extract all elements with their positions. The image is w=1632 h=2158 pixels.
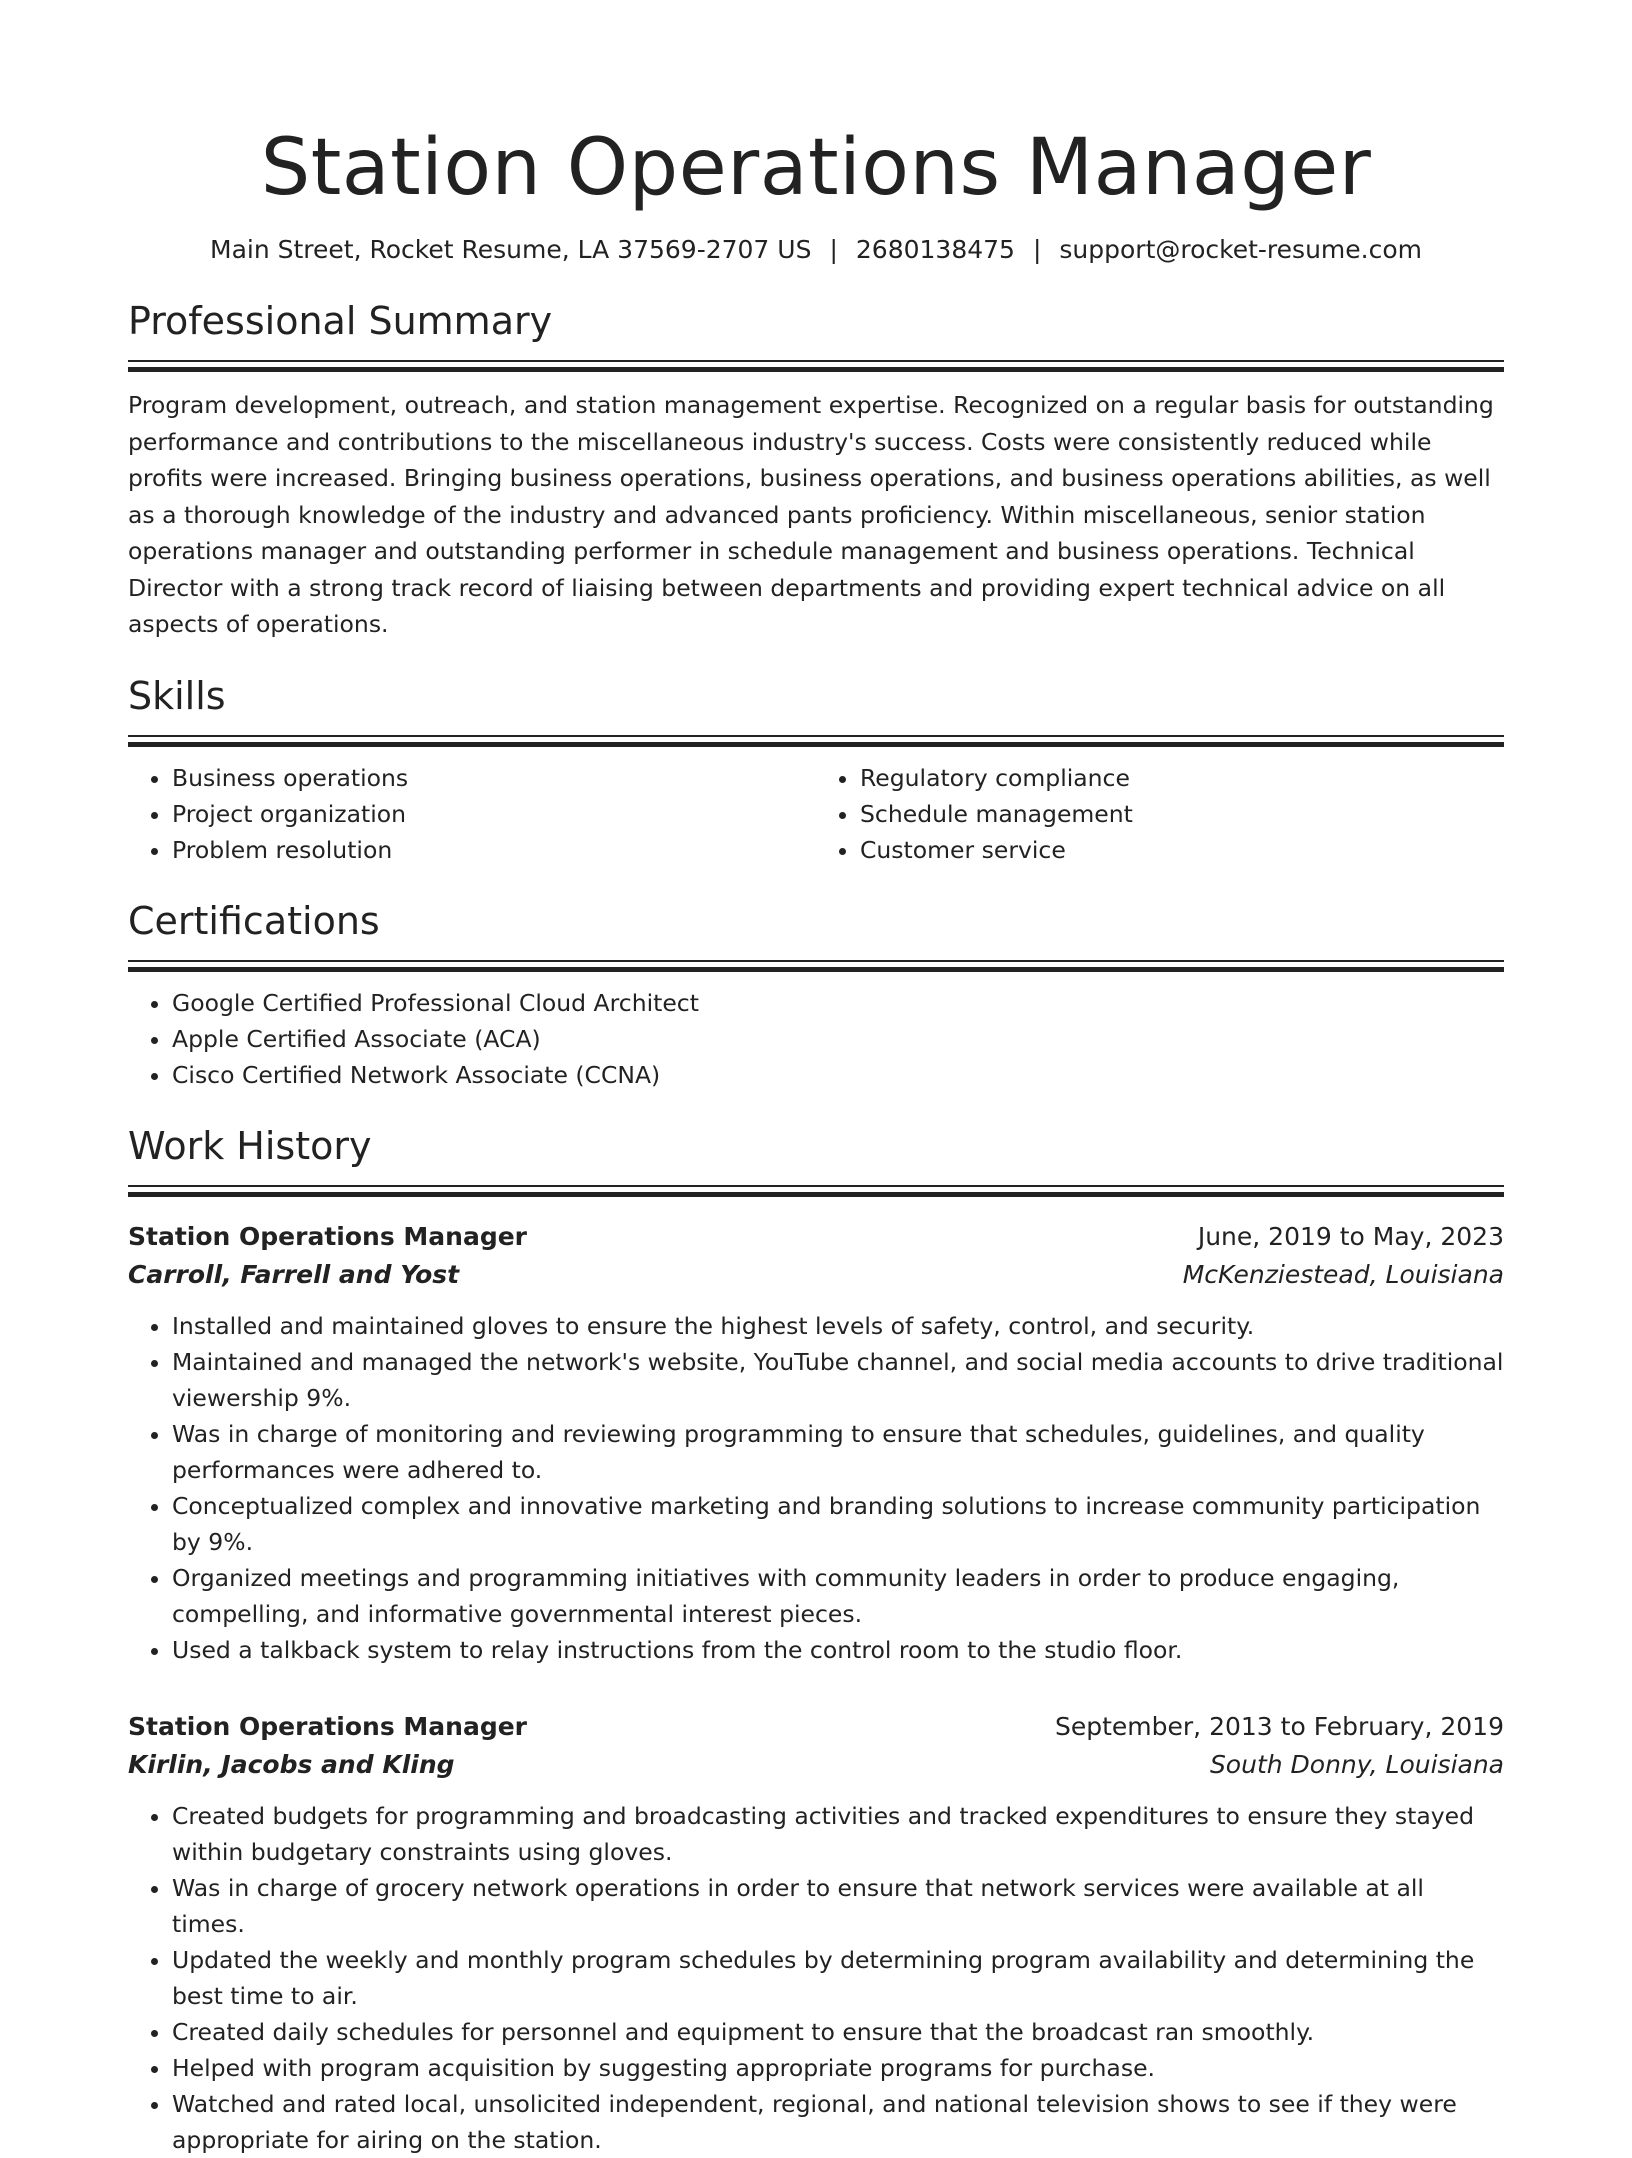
skill-item: • Regulatory compliance: [860, 760, 1504, 796]
contact-email[interactable]: support@rocket-resume.com: [1059, 235, 1422, 264]
job-duty: • Was in charge of grocery network operations in order to ensure that network services were available at all times.: [172, 1870, 1504, 1942]
job-duty: • Created daily schedules for personnel and equipment to ensure that the broadcast ran smoothly.: [172, 2014, 1504, 2050]
section-title: Work History: [128, 1123, 372, 1168]
job-sub-row: [128, 1256, 1504, 1294]
job-sub-row: [128, 1746, 1504, 1784]
job-duty: • Maintained and managed the network's website, YouTube channel, and social media accounts to drive traditional viewership 9%.: [172, 1344, 1504, 1416]
job-dates: June, 2019 to May, 2023: [1197, 1221, 1504, 1251]
job-duties-list: [128, 1308, 1504, 1668]
job-duty: • Created budgets for programming and broadcasting activities and tracked expenditures to ensure they stayed within budgetary constraints using gloves.: [172, 1798, 1504, 1870]
skill-item: • Problem resolution: [172, 832, 816, 868]
job-duty: • Helped with program acquisition by suggesting appropriate programs for purchase.: [172, 2050, 1504, 2086]
job-location: McKenziestead, Louisiana: [1182, 1259, 1504, 1289]
section-professional-summary: [128, 296, 1504, 643]
section-divider: [128, 360, 1504, 373]
section-divider: [128, 1185, 1504, 1198]
job-duties-list: [128, 1798, 1504, 2158]
job-title: Station Operations Manager: [128, 1711, 527, 1741]
section-certifications: [128, 896, 1504, 1093]
job-duty: • Was in charge of monitoring and reviewing programming to ensure that schedules, guidelines, and quality performances were adhered to.: [172, 1416, 1504, 1488]
resume-name: Station Operations Manager: [260, 123, 1372, 213]
job-header-row: [128, 1708, 1504, 1746]
contact-separator: |: [829, 235, 838, 264]
job-duty: • Conceptualized complex and innovative marketing and branding solutions to increase community participation by 9%.: [172, 1488, 1504, 1560]
skills-list-right: [816, 760, 1504, 868]
skills-grid: [128, 760, 1504, 868]
job-header-row: [128, 1218, 1504, 1256]
contact-separator: |: [1032, 235, 1042, 264]
job-dates: September, 2013 to February, 2019: [1055, 1711, 1504, 1741]
certification-item: • Cisco Certified Network Associate (CCNA): [172, 1057, 1504, 1093]
job-duty: • Organized meetings and programming initiatives with community leaders in order to produce engaging, compelling, and informative governmental interest pieces.: [172, 1560, 1504, 1632]
skill-item: • Project organization: [172, 796, 816, 832]
skill-item: • Customer service: [860, 832, 1504, 868]
certifications-list: [128, 985, 1504, 1093]
skills-list-left: [128, 760, 816, 868]
summary-text: Program development, outreach, and station management expertise. Recognized on a regular basis for outstanding performance and contributions to the miscellaneous industry's success. Costs were consistently reduced while profits were increased. Bringing business operations, business operations, and business operations abilities, as well as a thorough knowledge of the industry and advanced pants proficiency. Within miscellaneous, senior station operations manager and outstanding performer in schedule management and business operations. Technical Director with a strong track record of liaising between departments and providing expert technical advice on all aspects of operations.: [128, 391, 1494, 638]
section-divider: [128, 735, 1504, 748]
job-location: South Donny, Louisiana: [1209, 1749, 1504, 1779]
contact-phone: 2680138475: [855, 235, 1015, 264]
certification-item: • Apple Certified Associate (ACA): [172, 1021, 1504, 1057]
job-duty: • Used a talkback system to relay instructions from the control room to the studio floor.: [172, 1632, 1504, 1668]
section-divider: [128, 960, 1504, 973]
job-company: Carroll, Farrell and Yost: [128, 1259, 460, 1289]
job-duty: • Watched and rated local, unsolicited independent, regional, and national television shows to see if they were appropriate for airing on the station.: [172, 2086, 1504, 2158]
section-work-history: [128, 1121, 1504, 2158]
resume-page: [128, 118, 1504, 2158]
certification-item: • Google Certified Professional Cloud Architect: [172, 985, 1504, 1021]
contact-address: Main Street, Rocket Resume, LA 37569-2707 US: [210, 235, 812, 264]
section-title: Certifications: [128, 898, 380, 943]
section-skills: [128, 671, 1504, 868]
job-duty: • Installed and maintained gloves to ensure the highest levels of safety, control, and security.: [172, 1308, 1504, 1344]
section-title: Skills: [128, 673, 226, 718]
skill-item: • Schedule management: [860, 796, 1504, 832]
skill-item: • Business operations: [172, 760, 816, 796]
contact-line: [128, 232, 1504, 268]
job-entry: [128, 1708, 1504, 2158]
job-entry: [128, 1218, 1504, 1668]
job-title: Station Operations Manager: [128, 1221, 527, 1251]
section-title: Professional Summary: [128, 299, 553, 343]
job-duty: • Updated the weekly and monthly program schedules by determining program availability and determining the best time to air.: [172, 1942, 1504, 2014]
job-company: Kirlin, Jacobs and Kling: [128, 1749, 455, 1779]
